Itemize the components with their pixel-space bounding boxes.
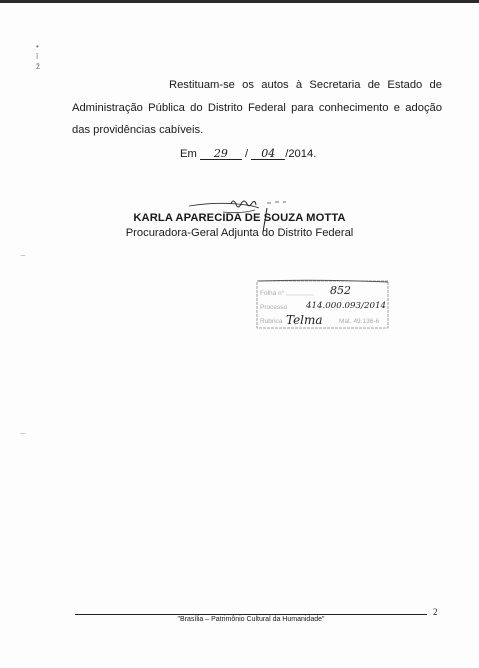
- footer-rule: [75, 614, 427, 615]
- stamp-folha-value: 852: [330, 284, 351, 297]
- margin-scuff-mark: ⌣: [20, 250, 26, 260]
- date-day: 29: [200, 148, 242, 160]
- body-paragraph: Restituam-se os autos à Secretaria de Estado de Administração Pública do Distrito Federal para conhecimento e adoção das providências cabíveis.: [72, 79, 442, 137]
- stamp-processo-value: 414.000.093/2014: [304, 300, 386, 310]
- stamp-rubrica-value: Telma: [286, 313, 323, 327]
- date-prefix: Em: [180, 148, 197, 160]
- page-number: 2: [433, 607, 438, 617]
- stamp-rubrica-label: Rubrica: [260, 318, 283, 325]
- top-edge-line: [0, 0, 479, 3]
- signer-name: KARLA APARECIDA DE SOUZA MOTTA: [133, 212, 346, 224]
- date-month: 04: [251, 148, 285, 160]
- margin-punch-marks: • ï ž: [36, 42, 40, 71]
- margin-scuff-mark: ⌣: [20, 428, 26, 438]
- stamp-processo-label: Processo: [260, 304, 288, 311]
- protocol-stamp: [256, 279, 390, 331]
- signer-role: Procuradora-Geral Adjunta do Distrito Federal: [125, 227, 354, 239]
- date-line: [180, 148, 316, 160]
- footer-motto: "Brasília – Patrimônio Cultural da Humanidade": [177, 616, 325, 623]
- stamp-folha-label: Folha n°: [260, 290, 285, 297]
- stamp-matricula: Mat. 49.136-6: [339, 318, 380, 325]
- date-separator: /: [245, 148, 249, 160]
- date-year: /2014.: [285, 148, 317, 160]
